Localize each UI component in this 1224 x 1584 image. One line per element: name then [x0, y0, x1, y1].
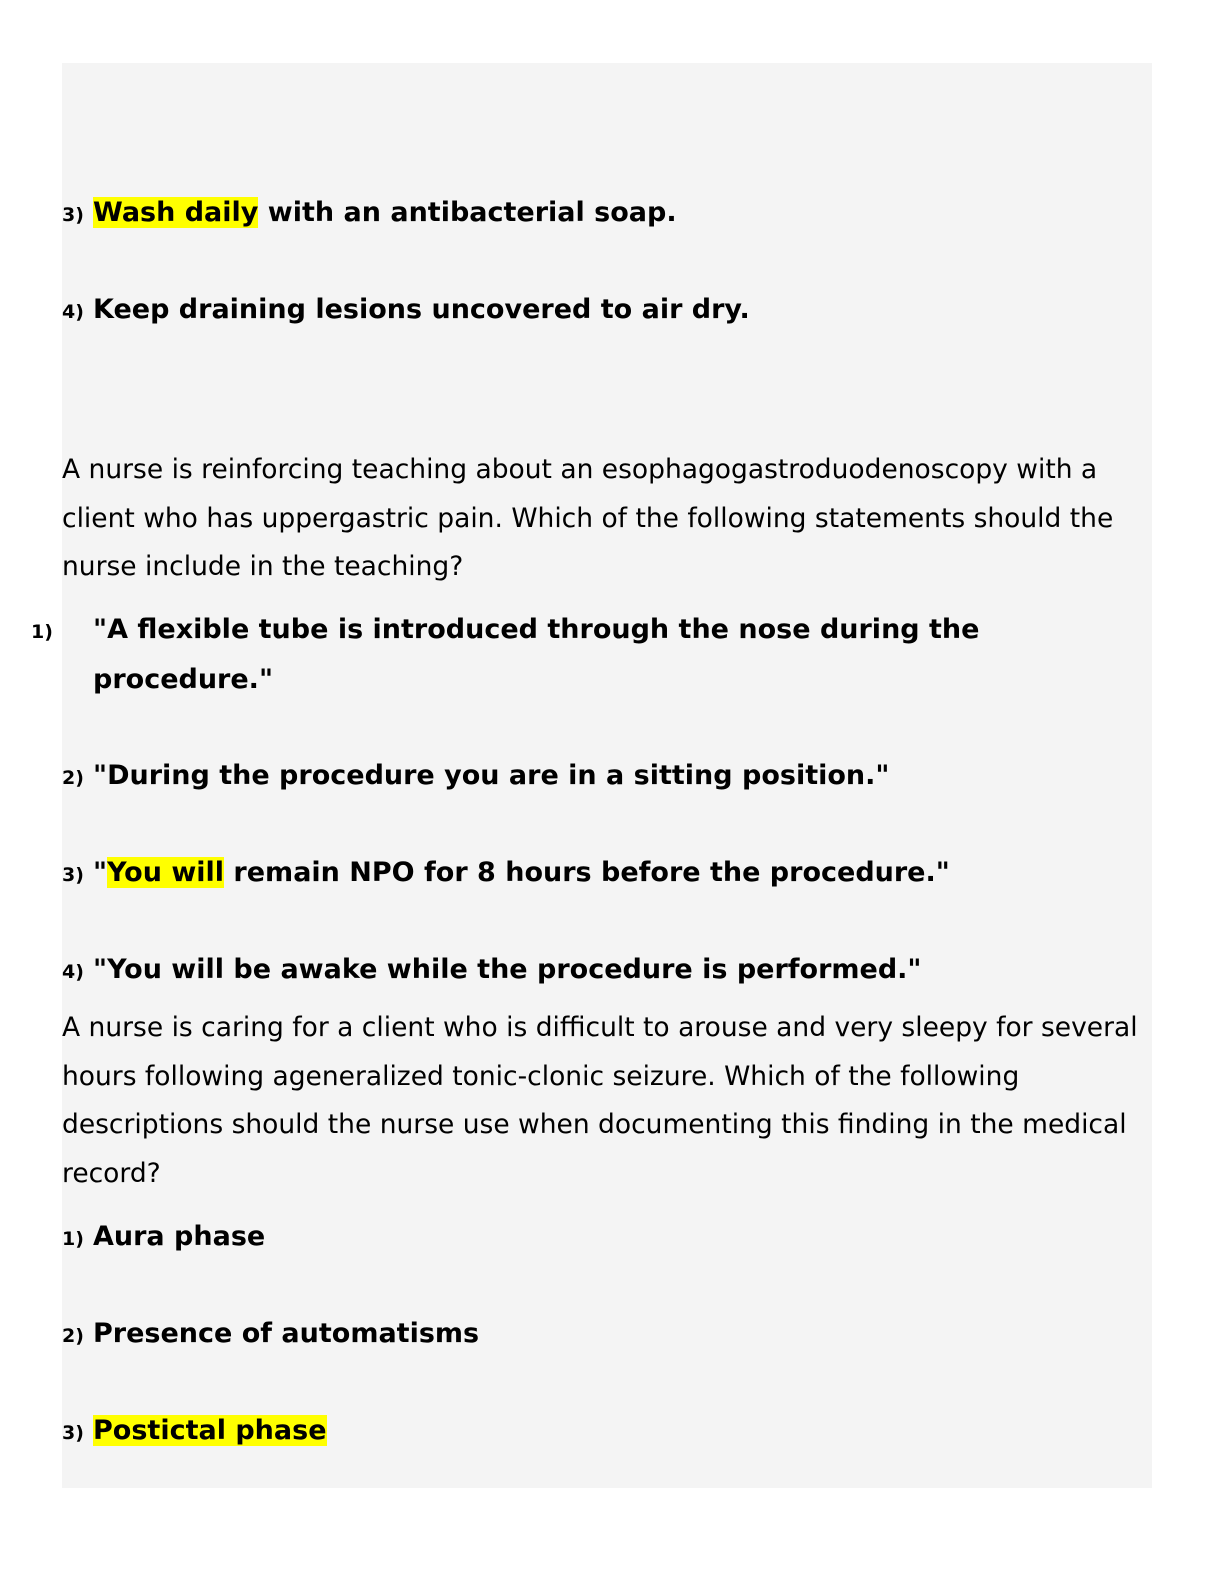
highlighted-answer: Wash daily [93, 197, 259, 228]
option-number: 4) [62, 301, 84, 323]
q2-option-2[interactable] [62, 1310, 1062, 1360]
option-number: 4) [62, 961, 84, 983]
q1-option-4[interactable] [62, 946, 1062, 996]
option-4-keep-draining[interactable] [62, 286, 1062, 336]
q1-option-3[interactable] [62, 849, 1062, 899]
option-text: Keep draining lesions uncovered to air dry. [93, 294, 750, 325]
highlighted-answer: You will [107, 857, 225, 888]
option-text: "During the procedure you are in a sitting position." [93, 760, 890, 791]
q2-option-1[interactable] [62, 1213, 1062, 1263]
option-number: 3) [62, 864, 84, 886]
option-number: 1) [31, 621, 53, 643]
option-number: 2) [62, 1325, 84, 1347]
option-number: 3) [62, 1422, 84, 1444]
q1-option-2[interactable] [62, 752, 1062, 802]
option-text: Presence of automatisms [93, 1318, 480, 1349]
option-3-wash-daily[interactable] [62, 189, 1062, 239]
option-text: "You will be awake while the procedure is performed." [93, 954, 922, 985]
question-stem-egd: A nurse is reinforcing teaching about an esophagogastroduodenoscopy with a client who has uppergastric pain. Which of the following statements should the nurse include in the teaching? [62, 454, 1114, 582]
q2-option-3[interactable] [62, 1407, 1062, 1457]
q1-option-1[interactable] [31, 606, 1073, 704]
highlighted-answer: Postictal phase [93, 1415, 327, 1446]
question-stem-seizure: A nurse is caring for a client who is difficult to arouse and very sleepy for several hours following ageneralized tonic-clonic seizure. Which of the following descriptions should the nurse use when documenting this finding in the medical record? [62, 1012, 1138, 1189]
option-text: "A flexible tube is introduced through the nose during the procedure." [93, 614, 980, 695]
option-text: remain NPO for 8 hours before the procedure." [224, 857, 950, 888]
option-prefix: " [93, 857, 108, 888]
option-number: 1) [62, 1228, 84, 1250]
option-number: 2) [62, 767, 84, 789]
option-text: with an antibacterial soap. [258, 197, 677, 228]
option-number: 3) [62, 204, 84, 226]
option-text: Aura phase [93, 1221, 266, 1252]
